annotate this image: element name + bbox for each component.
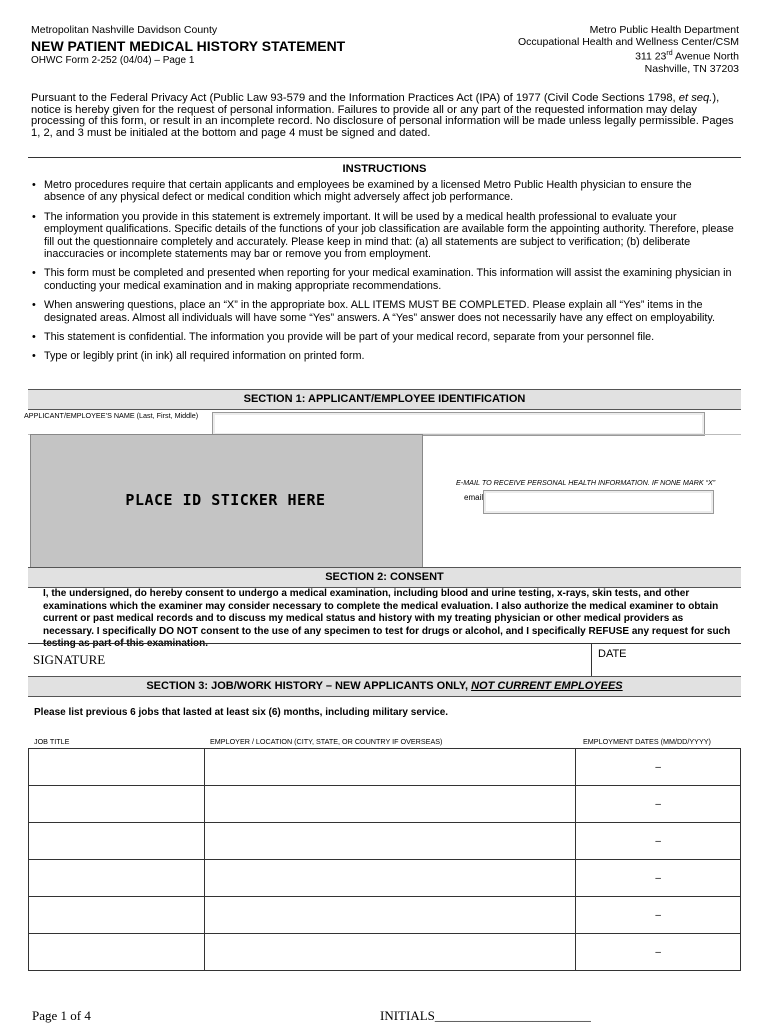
bullet-icon: • [32, 350, 36, 363]
privacy-notice-part1: Pursuant to the Federal Privacy Act (Public Law 93-579 and the Information Practices Act (IPA) of 1977 (Civil Code Sections 1798, [31, 92, 679, 104]
page-number: Page 1 of 4 [32, 1008, 91, 1023]
org-name: Metropolitan Nashville Davidson County [31, 24, 218, 36]
instruction-item [30, 211, 735, 261]
street-name: Avenue North [672, 50, 739, 63]
name-label: APPLICANT/EMPLOYEE’S NAME (Last, First, Middle) [24, 411, 199, 420]
employer-cell[interactable] [204, 897, 575, 934]
bullet-icon: • [32, 267, 36, 280]
col-header-dates: EMPLOYMENT DATES (MM/DD/YYYY) [583, 737, 711, 746]
employer-cell[interactable] [204, 860, 575, 897]
table-row [29, 823, 741, 860]
job-history-table [28, 748, 741, 971]
section3-header [28, 676, 741, 697]
section2-header: SECTION 2: CONSENT [28, 567, 741, 588]
dates-cell[interactable]: – [576, 934, 741, 971]
employer-cell[interactable] [204, 786, 575, 823]
dates-cell[interactable]: – [576, 749, 741, 786]
dates-cell[interactable]: – [576, 786, 741, 823]
form-title: NEW PATIENT MEDICAL HISTORY STATEMENT [31, 38, 346, 54]
job-title-cell[interactable] [29, 934, 205, 971]
consent-text: I, the undersigned, do hereby consent to undergo a medical examination, including blood and urine testing, x-rays, skin tests, and other examinations which the examiner may consider necessary to complete the medical evaluation. I also authorize the medical examiner to obtain current or past medical records and to discuss my medical status and history with my treating physician or other medical providers as necessary. I specifically DO NOT consent to the use of any specimen to test for drugs or alcohol, and I specifically REFUSE any request for such testing as part of this examination. [43, 588, 731, 649]
job-title-cell[interactable] [29, 823, 205, 860]
initials-line: ________________________ [434, 1008, 591, 1023]
table-row [29, 934, 741, 971]
col-header-job-title: JOB TITLE [34, 737, 70, 746]
instructions-list [30, 179, 735, 370]
initials-label: INITIALS [380, 1008, 435, 1023]
street-number: 311 23 [635, 50, 667, 63]
bullet-icon: • [32, 179, 36, 191]
divider [28, 157, 741, 158]
employer-cell[interactable] [204, 823, 575, 860]
col-header-employer: EMPLOYER / LOCATION (CITY, STATE, OR COUNTRY IF OVERSEAS) [210, 737, 443, 746]
email-input[interactable] [483, 490, 714, 514]
privacy-notice [31, 93, 743, 139]
instruction-text: The information you provide in this statement is extremely important. It will be used by a medical health professional to evaluate your employment qualifications. Specific details of the functions of your job classification are available form the appointing authority. Therefore, please fill out the questionnaire completely and accurately. Please keep in mind that: (a) all statements are subject to verification; (b) deliberate inaccuracies or incomplete statements may bar or remove you from employment. [44, 210, 734, 261]
instruction-item [30, 267, 735, 292]
divider [591, 643, 592, 676]
dept-line-1: Metro Public Health Department [589, 24, 739, 36]
instructions-title: INSTRUCTIONS [342, 163, 427, 175]
dept-line-3 [518, 48, 739, 63]
table-row [29, 749, 741, 786]
instruction-item [30, 299, 735, 324]
bullet-icon: • [32, 299, 36, 312]
dept-line-4: Nashville, TN 37203 [644, 62, 739, 75]
dates-cell[interactable]: – [576, 897, 741, 934]
table-row [29, 860, 741, 897]
section1-header: SECTION 1: APPLICANT/EMPLOYEE IDENTIFICATION [28, 389, 741, 410]
job-title-cell[interactable] [29, 786, 205, 823]
dept-line-2: Occupational Health and Wellness Center/CSM [518, 36, 739, 48]
job-title-cell[interactable] [29, 749, 205, 786]
email-caption: E-MAIL TO RECEIVE PERSONAL HEALTH INFORMATION. IF NONE MARK “X” [456, 478, 716, 487]
instruction-item [30, 350, 735, 362]
instruction-text: When answering questions, place an “X” in the appropriate box. ALL ITEMS MUST BE COMPLETED. Please explain all “Yes” items in the designated areas. Almost all individuals will have some “Yes” answers. A “Yes” answer does not necessarily have any effect on employability. [44, 299, 715, 324]
job-title-cell[interactable] [29, 860, 205, 897]
dates-cell[interactable]: – [576, 823, 741, 860]
date-field[interactable] [632, 646, 736, 672]
initials-field[interactable] [380, 1008, 591, 1024]
instruction-item [30, 331, 735, 343]
ordinal-suffix: rd [666, 50, 673, 57]
instruction-text: Metro procedures require that certain applicants and employees be examined by a licensed Metro Public Health physician to ensure the absence of any physical defect or medical condition which might adversely affect job performance. [44, 179, 692, 204]
divider [28, 643, 741, 644]
dates-cell[interactable]: – [576, 860, 741, 897]
name-input[interactable] [212, 412, 705, 436]
instruction-text: Type or legibly print (in ink) all required information on printed form. [44, 350, 365, 363]
bullet-icon: • [32, 210, 36, 223]
bullet-icon: • [32, 331, 36, 344]
id-sticker-label: PLACE ID STICKER HERE [125, 491, 326, 509]
section3-title: SECTION 3: JOB/WORK HISTORY – NEW APPLICANTS ONLY, [146, 680, 472, 692]
privacy-notice-italic: et seq. [678, 92, 713, 104]
email-label: email [464, 493, 484, 502]
section3-emphasis: NOT CURRENT EMPLOYEES [471, 680, 623, 692]
employer-cell[interactable] [204, 934, 575, 971]
job-title-cell[interactable] [29, 897, 205, 934]
signature-field[interactable] [110, 646, 584, 672]
instruction-text: This statement is confidential. The information you provide will be part of your medical record, separate from your personnel file. [44, 331, 655, 344]
table-row [29, 897, 741, 934]
instruction-item [30, 179, 735, 204]
form-id: OHWC Form 2-252 (04/04) – Page 1 [31, 55, 195, 66]
job-history-instructions: Please list previous 6 jobs that lasted at least six (6) months, including military service. [34, 707, 449, 718]
department-address [518, 24, 739, 75]
date-label: DATE [598, 648, 627, 660]
signature-label: SIGNATURE [33, 652, 106, 667]
table-row [29, 786, 741, 823]
instruction-text: This form must be completed and presented when reporting for your medical examination. This information will assist the examining physician in conducting your medical examination and in making appropriate recommendations. [44, 267, 732, 292]
employer-cell[interactable] [204, 749, 575, 786]
privacy-notice-part2: ), notice is hereby given for the request of personal information. Failures to provide all or any part of the requested information may delay processing of this form, or result in an incomplete record. No disclosure of personal information will be made unless legally permissible. Pages 1, 2, and 3 must be initialed at the bottom and page 4 must be signed and dated. [31, 92, 734, 139]
